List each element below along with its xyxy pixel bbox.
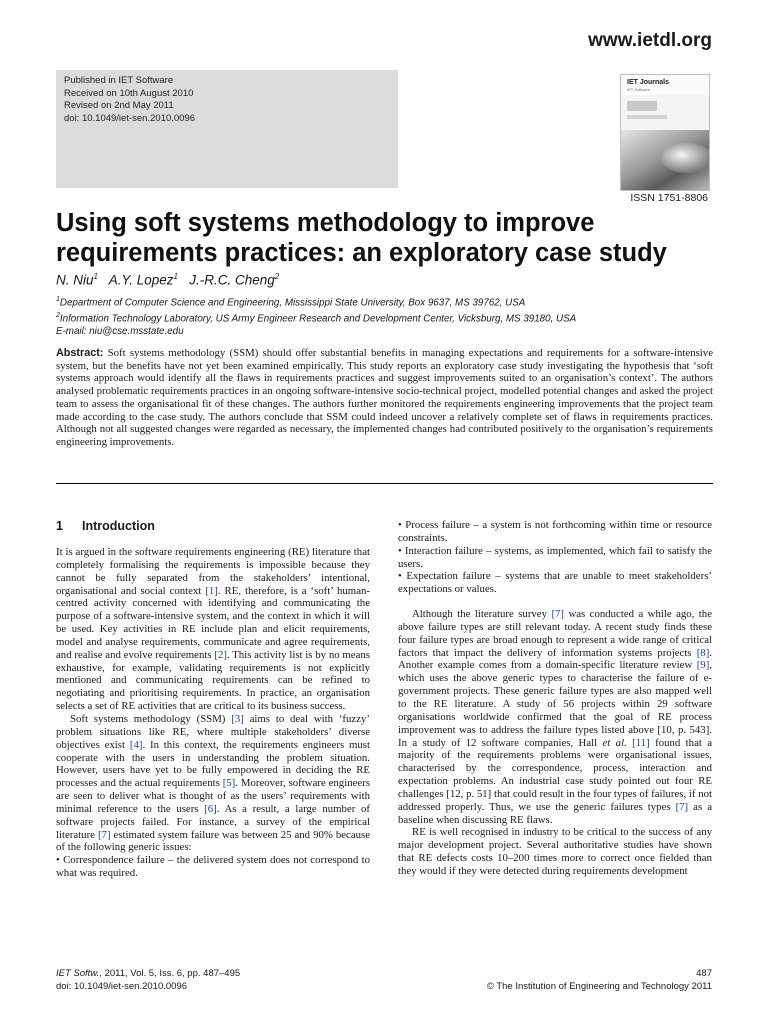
abstract xyxy=(56,347,713,449)
issn: ISSN 1751-8806 xyxy=(630,192,708,204)
site-url-link[interactable]: www.ietdl.org xyxy=(588,30,712,51)
right-column xyxy=(398,519,712,878)
paragraph: Soft systems methodology (SSM) [3] aims to deal with ‘fuzzy’ problem situations like RE, where multiple stakeholders’ diverse objectives exist [4]. In this context, the requirements engineers must cooperate with the users in understanding the problem situation. However, users have yet to be fully empowered in deciding the RE processes and the actual requirements [5]. Moreover, software engineers are seen to deliver what is thought of as the users’ requirements with minimal reference to the users [6]. As a result, a large number of software projects failed. For instance, a survey of the empirical literature [7] estimated system failure was between 25 and 90% because of the following generic issues: xyxy=(56,712,371,854)
email-line[interactable]: E-mail: niu@cse.msstate.edu xyxy=(56,325,184,337)
footer-journal: IET Softw. xyxy=(56,968,100,979)
affiliation-line xyxy=(56,294,576,310)
abstract-text: Soft systems methodology (SSM) should offer substantial benefits in managing expectations and requirements for a software-intensive system, but the benefits have not yet been examined empirically. This study reports an exploratory case study investigating the hypothesis that ‘soft systems approach would identify all the flaws in requirements practices and suggest improvements suited to an organisation’s context’. The authors analysed problematic requirements practices in an ongoing software-intensive socio-technical project, modelled potential changes and asked the project team to assess the organisational fit of these changes. The authors further monitored the requirements engineering improvements that the project team made according to the case study. The authors conclude that SSM could indeed uncover a relatively complete set of flaws in requirements practices. Although not all suggested changes were regarded as necessary, the implemented changes had contributed positively to the organisation’s requirements engineering improvements. xyxy=(56,347,713,448)
publication-info-box xyxy=(56,70,398,188)
affiliations xyxy=(56,294,576,338)
paragraph: Although the literature survey [7] was conducted a while ago, the above failure types are still relevant today. A recent study finds these four failure types are broad enough to represent a wide range of critical factors that impact the delivery of information systems projects [8]. Another example comes from a domain-specific literature review [9], which uses the above generic types to characterise the failure of e-government projects. These generic failure types are also mapped well to the RE literature. A study of 56 projects within 29 software organisations worldwide confirmed that the goal of RE process improvement was to address the failure types listed above [10, p. 543]. In a study of 12 software companies, Hall et al. [11] found that a majority of the requirements problems were organisational issues, characterised by the correspondence, process, interaction and expectation problems. An industrial case study pointed out four RE challenges [12, p. 51] that could result in the four types of failures, if not addressed properly. Thus, we use the generic failures types [7] as a baseline when discussing RE flaws. xyxy=(398,608,713,826)
section-heading xyxy=(56,519,155,533)
affiliation-text: Information Technology Laboratory, US Army Engineer Research and Development Center, Vicksburg, MS 39180, USA xyxy=(59,313,577,325)
footer-doi: doi: 10.1049/iet-sen.2010.0096 xyxy=(56,980,187,992)
journal-cover-image xyxy=(620,74,710,191)
citation-link[interactable]: [7] xyxy=(675,800,689,813)
revised-date: Revised on 2nd May 2011 xyxy=(64,100,174,112)
section-number: 1 xyxy=(56,519,63,533)
author-affiliation-mark: 1 xyxy=(173,272,178,281)
bullet-item: • Interaction failure – systems, as implemented, which fail to satisfy the users. xyxy=(398,544,712,570)
section-title: Introduction xyxy=(82,519,155,533)
footer-volume: , 2011, Vol. 5, Iss. 6, pp. 487–495 xyxy=(99,968,241,979)
citation-link[interactable]: [7] xyxy=(97,828,111,841)
left-column xyxy=(56,546,370,880)
author-affiliation-mark: 2 xyxy=(274,272,280,281)
citation-link[interactable]: [11] xyxy=(632,736,650,749)
citation-link[interactable]: [6] xyxy=(204,802,217,815)
citation-link[interactable]: [3] xyxy=(231,712,244,725)
affiliation-mark: 1 xyxy=(56,296,60,303)
footer-citation xyxy=(56,968,240,993)
author-name: N. Niu xyxy=(56,272,94,288)
affiliation-line xyxy=(56,310,576,326)
citation-link[interactable]: [9] xyxy=(696,659,710,672)
citation-link[interactable]: [8] xyxy=(696,646,710,659)
affiliation-mark: 2 xyxy=(56,311,60,319)
citation-link[interactable]: [1] xyxy=(205,584,218,597)
paragraph: RE is well recognised in industry to be critical to the success of any major development project. Several authoritative studies have shown that RE defects costs 10–200 times more to correct once fielded than they would if they were detected during requirements development xyxy=(398,826,712,877)
citation-link[interactable]: [7] xyxy=(551,608,565,621)
citation-link[interactable]: [4] xyxy=(129,738,143,751)
cover-logo: IET Journals xyxy=(627,79,670,86)
author-name: J.-R.C. Cheng xyxy=(189,272,275,288)
paragraph: It is argued in the software requirements engineering (RE) literature that completely formalising the requirements is impossible because they cannot be fully separated from the stakeholders’ intentional, organisational and social context [1]. RE, therefore, is a ‘soft’ human-centred activity concerned with identifying and communicating the purpose of a software-intensive system, and the context in which it will be used. Key activities in RE include plan and elicit requirements, model and analyse requirements, communicate and agree requirements, and realise and evolve requirements [2]. This activity list is by no means exhaustive, for example, validating requirements is not explicitly mentioned and communicating requirements can be refined to negotiating and prioritising requirements. In practice, an organisation selects a set of RE activities that are critical to its business success. xyxy=(56,546,370,713)
author-name: A.Y. Lopez xyxy=(108,272,174,288)
page-number: 487 xyxy=(696,968,712,979)
bullet-item: • Process failure – a system is not forthcoming within time or resource constraints. xyxy=(398,519,712,544)
author-list xyxy=(56,272,279,288)
footer-right xyxy=(487,968,712,993)
section-divider xyxy=(56,483,713,484)
citation-link[interactable]: [5] xyxy=(222,777,236,790)
citation-link[interactable]: [2] xyxy=(214,648,227,661)
author-affiliation-mark: 1 xyxy=(93,272,98,281)
bullet-item: • Expectation failure – systems that are unable to meet stakeholders’ expectations or values. xyxy=(398,570,712,596)
copyright: © The Institution of Engineering and Technology 2011 xyxy=(486,980,712,992)
published-in: Published in IET Software xyxy=(64,75,174,86)
affiliation-text: Department of Computer Science and Engineering, Mississippi State University, Box 9637, MS 39762, USA xyxy=(59,297,526,309)
doi-line: doi: 10.1049/iet-sen.2010.0096 xyxy=(64,112,195,124)
received-date: Received on 10th August 2010 xyxy=(64,87,194,99)
bullet-item: • Correspondence failure – the delivered system does not correspond to what was required. xyxy=(56,854,370,880)
paper-title: Using soft systems methodology to improve requirements practices: an exploratory case study xyxy=(56,209,667,267)
abstract-label: Abstract: xyxy=(56,347,104,359)
cover-subtitle: IET Software xyxy=(627,87,651,92)
